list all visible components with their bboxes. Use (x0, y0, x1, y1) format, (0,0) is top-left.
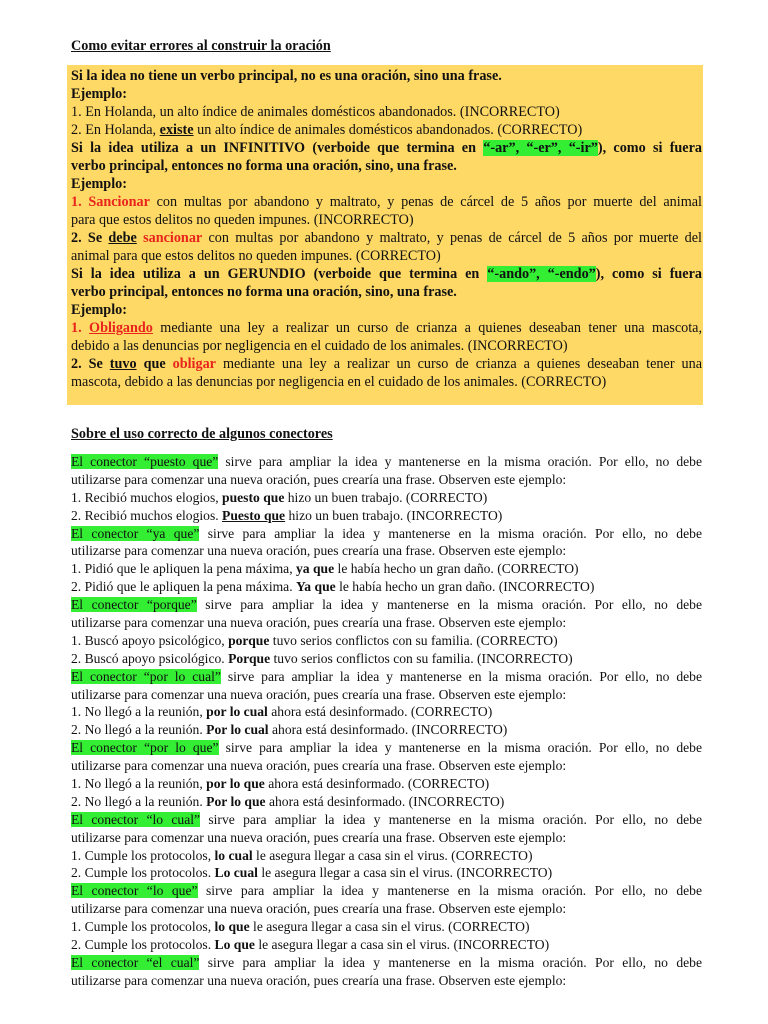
example-heading: Ejemplo: (71, 302, 127, 318)
connector-label: El conector “porque” (71, 597, 197, 613)
connector-label: El conector “lo que” (71, 883, 198, 899)
example-heading: Ejemplo: (71, 176, 127, 192)
example-heading: Ejemplo: (71, 86, 127, 102)
example-correct: 1. Pidió que le apliquen la pena máxima, ya que le había hecho un gran daño. (CORRECTO) (71, 561, 579, 577)
verb-sancionar-red: sancionar (143, 230, 203, 246)
connectors-section (71, 425, 702, 990)
rules-content (71, 67, 702, 391)
example-incorrect: 2. Recibió muchos elogios. Puesto que hizo un buen trabajo. (INCORRECTO) (71, 507, 503, 523)
connector-label: El conector “por lo que” (71, 740, 219, 756)
infinitive-endings-highlight: “-ar”, “-er”, “-ir” (483, 140, 598, 156)
example-1a: 1. En Holanda, un alto índice de animales domésticos abandonados. (INCORRECTO) (71, 104, 560, 120)
example-correct: 1. No llegó a la reunión, por lo cual ahora está desinformado. (CORRECTO) (71, 704, 493, 720)
gerund-endings-highlight: “-ando”, “-endo” (487, 266, 596, 282)
connector-block: El conector “lo que” sirve para ampliar la idea y mantenerse en la misma oración. Por ello, no debe utilizarse para comenzar una nueva oración, pues crearía una frase. Observen este ejemplo: 1. Cumple los protocolos, lo que le asegura llegar a casa sin el virus. (CORRECTO) 2. Cumple los protocolos. Lo que le asegura llegar a casa sin el virus. (INCORRECTO) (71, 883, 702, 953)
connector-label: El conector “ya que” (71, 525, 200, 541)
connector-block: El conector “porque” sirve para ampliar la idea y mantenerse en la misma oración. Por ello, no debe utilizarse para comenzar una nueva oración, pues crearía una frase. Observen este ejemplo: 1. Buscó apoyo psicológico, porque tuvo serios conflictos con su familia. (CORRECTO) 2. Buscó apoyo psicológico. Porque tuvo serios conflictos con su familia. (INCORRECTO) (71, 597, 702, 666)
connector-block: El conector “puesto que” sirve para ampliar la idea y mantenerse en la misma oración. Por ello, no debe utilizarse para comenzar una nueva oración, pues crearía una frase. Observen este ejemplo: 1. Recibió muchos elogios, puesto que hizo un buen trabajo. (CORRECTO) 2. Recibió muchos elogios. Puesto que hizo un buen trabajo. (INCORRECTO) (71, 454, 702, 523)
example-3b-line2: mascota, debido a las denuncias por negligencia en el cuidado de los animales. (CORRECTO) (71, 374, 607, 390)
page-title: Como evitar errores al construir la oración (71, 38, 331, 54)
verb-obligar: obligar (172, 356, 216, 372)
example-incorrect: 2. No llegó a la reunión. Por lo cual ahora está desinformado. (INCORRECTO) (71, 722, 508, 738)
example-correct: 1. No llegó a la reunión, por lo que ahora está desinformado. (CORRECTO) (71, 776, 490, 792)
example-correct: 1. Cumple los protocolos, lo cual le asegura llegar a casa sin el virus. (CORRECTO) (71, 847, 533, 863)
connector-block: El conector “por lo cual” sirve para ampliar la idea y mantenerse en la misma oración. Por ello, no debe utilizarse para comenzar una nueva oración, pues crearía una frase. Observen este ejemplo: 1. No llegó a la reunión, por lo cual ahora está desinformado. (CORRECTO) 2. No llegó a la reunión. Por lo cual ahora está desinformado. (INCORRECTO) (71, 668, 702, 738)
rule-infinitive: Si la idea utiliza a un INFINITIVO (verboide que termina en “-ar”, “-er”, “-ir”), como si fuera (71, 140, 702, 156)
section-title: Sobre el uso correcto de algunos conectores (71, 426, 333, 442)
example-2b-line2: animal para que estos delitos no queden impunes. (CORRECTO) (71, 248, 441, 264)
connector-block: El conector “ya que” sirve para ampliar la idea y mantenerse en la misma oración. Por ello, no debe utilizarse para comenzar una nueva oración, pues crearía una frase. Observen este ejemplo: 1. Pidió que le apliquen la pena máxima, ya que le había hecho un gran daño. (CORRECTO) 2. Pidió que le apliquen la pena máxima. Ya que le había hecho un gran daño. (INCORRECTO) (71, 525, 702, 595)
verb-existe: existe (159, 122, 194, 138)
rule-gerund-line2: verbo principal, entonces no forma una oración, sino, una frase. (71, 284, 457, 300)
connector-block: El conector “por lo que” sirve para ampliar la idea y mantenerse en la misma oración. Por ello, no debe utilizarse para comenzar una nueva oración, pues crearía una frase. Observen este ejemplo: 1. No llegó a la reunión, por lo que ahora está desinformado. (CORRECTO) 2. No llegó a la reunión. Por lo que ahora está desinformado. (INCORRECTO) (71, 740, 702, 809)
example-2a-line2: para que estos delitos no queden impunes. (INCORRECTO) (71, 212, 414, 228)
verb-obligando: Obligando (89, 320, 153, 336)
connector-label: El conector “lo cual” (71, 811, 201, 827)
aux-tuvo: tuvo (109, 356, 137, 372)
example-3a: 1. Obligando mediante una ley a realizar un curso de crianza a quienes deseaban tener una mascota, (71, 320, 703, 336)
example-2a: 1. Sancionar con multas por abandono y maltrato, y penas de cárcel de 5 años por muerte del animal (71, 194, 702, 210)
connector-label: El conector “por lo cual” (71, 668, 221, 684)
connector-label: El conector “el cual” (71, 954, 200, 970)
example-correct: 1. Buscó apoyo psicológico, porque tuvo serios conflictos con su familia. (CORRECTO) (71, 632, 558, 648)
example-incorrect: 2. Cumple los protocolos. Lo que le asegura llegar a casa sin el virus. (INCORRECTO) (71, 937, 550, 953)
verb-sancionar: Sancionar (88, 194, 150, 210)
connector-block: El conector “lo cual” sirve para ampliar la idea y mantenerse en la misma oración. Por ello, no debe utilizarse para comenzar una nueva oración, pues crearía una frase. Observen este ejemplo: 1. Cumple los protocolos, lo cual le asegura llegar a casa sin el virus. (CORRECTO) 2. Cumple los protocolos. Lo cual le asegura llegar a casa sin el virus. (INCORRECTO) (71, 811, 702, 881)
example-incorrect: 2. Cumple los protocolos. Lo cual le asegura llegar a casa sin el virus. (INCORRECTO) (71, 865, 553, 881)
rule-gerund: Si la idea utiliza a un GERUNDIO (verboide que termina en “-ando”, “-endo”), como si fuera (71, 266, 702, 282)
connector-block: El conector “el cual” sirve para ampliar la idea y mantenerse en la misma oración. Por ello, no debe utilizarse para comenzar una nueva oración, pues crearía una frase. Observen este ejemplo: (71, 954, 702, 988)
example-incorrect: 2. Pidió que le apliquen la pena máxima. Ya que le había hecho un gran daño. (INCORRECTO) (71, 579, 595, 595)
example-1b: 2. En Holanda, existe un alto índice de animales domésticos abandonados. (CORRECTO) (71, 122, 583, 138)
rule-no-verb: Si la idea no tiene un verbo principal, no es una oración, sino una frase. (71, 68, 502, 84)
rule-infinitive-line2: verbo principal, entonces no forma una oración, sino, una frase. (71, 158, 457, 174)
example-correct: 1. Recibió muchos elogios, puesto que hizo un buen trabajo. (CORRECTO) (71, 489, 488, 505)
example-3b: 2. Se tuvo que obligar mediante una ley a realizar un curso de crianza a quienes deseaban tener una (71, 356, 702, 372)
example-3a-line2: debido a las denuncias por negligencia en el cuidado de los animales. (INCORRECTO) (71, 338, 568, 354)
aux-debe: debe (108, 230, 137, 246)
example-correct: 1. Cumple los protocolos, lo que le asegura llegar a casa sin el virus. (CORRECTO) (71, 919, 530, 935)
example-incorrect: 2. Buscó apoyo psicológico. Porque tuvo serios conflictos con su familia. (INCORRECTO) (71, 650, 573, 666)
example-incorrect: 2. No llegó a la reunión. Por lo que ahora está desinformado. (INCORRECTO) (71, 793, 505, 809)
connector-label: El conector “puesto que” (71, 454, 219, 469)
example-2b: 2. Se debe sancionar con multas por abandono y maltrato, y penas de cárcel de 5 años por muerte del (71, 230, 702, 246)
